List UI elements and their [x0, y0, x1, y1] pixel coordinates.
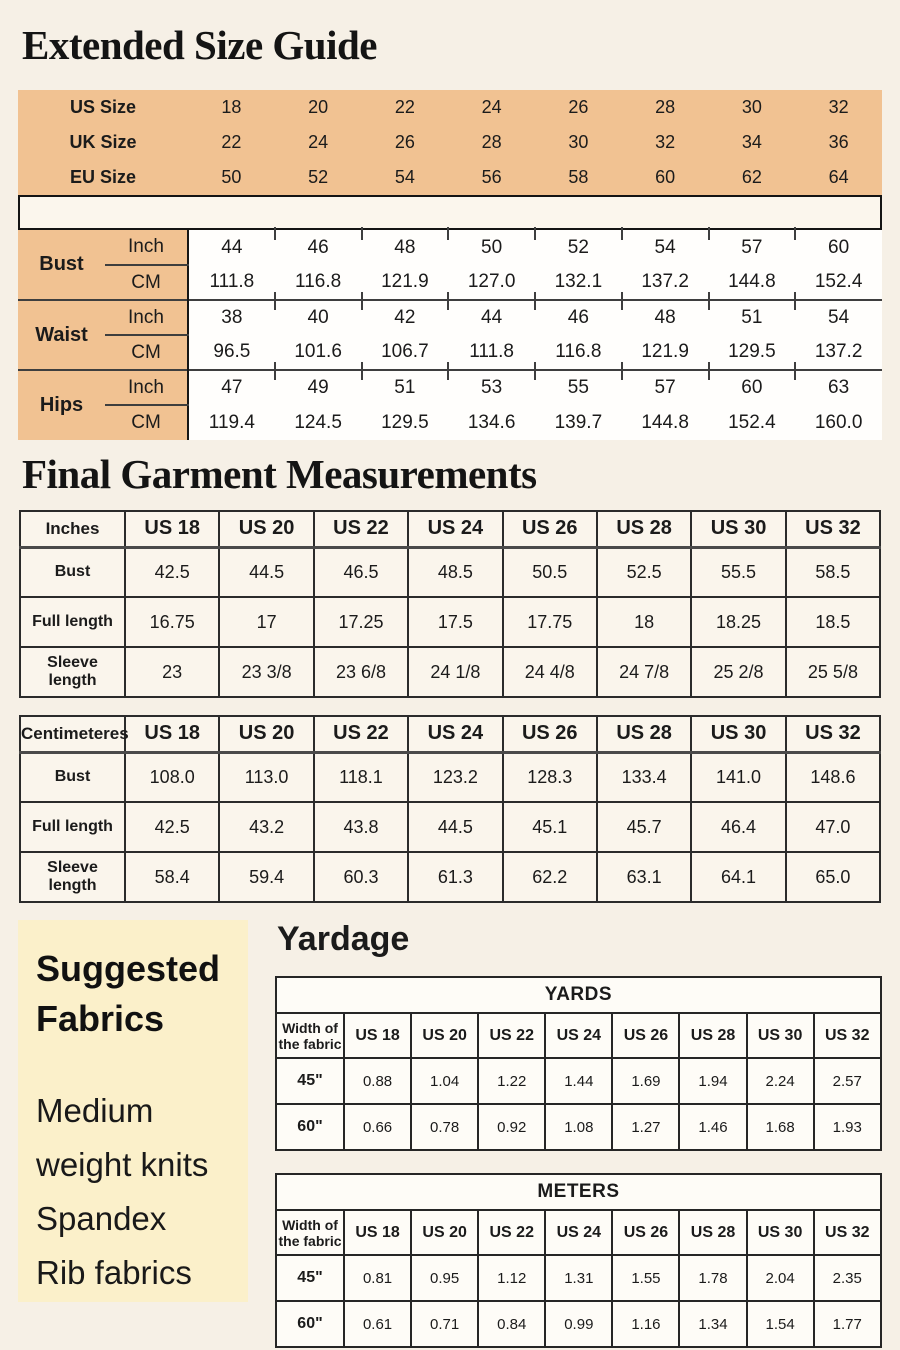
size-value: 26 — [394, 132, 415, 152]
garment-value: 61.3 — [408, 852, 502, 902]
garment-table-head — [20, 511, 880, 547]
garment-value: 43.2 — [219, 802, 313, 852]
garment-table-body — [20, 547, 880, 697]
size-column-header: US 32 — [786, 716, 880, 752]
measurement-value: 40 — [275, 300, 362, 335]
size-column-header: US 20 — [219, 511, 313, 547]
garment-value: 63.1 — [597, 852, 691, 902]
measurement-value: 44 — [188, 230, 275, 265]
garment-value: 17 — [219, 597, 313, 647]
size-column-header: US 32 — [814, 1013, 881, 1058]
garment-value: 17.25 — [314, 597, 408, 647]
yardage-row — [276, 1255, 881, 1301]
measurement-value: 160.0 — [795, 405, 882, 440]
size-column-header: US 24 — [408, 511, 502, 547]
garment-value: 43.8 — [314, 802, 408, 852]
size-column-header: US 30 — [747, 1013, 814, 1058]
size-column-header: US 22 — [314, 511, 408, 547]
measurement-value: 47 — [188, 370, 275, 405]
size-column-header: US 22 — [478, 1210, 545, 1255]
garment-value: 45.1 — [503, 802, 597, 852]
yardage-value: 2.04 — [747, 1255, 814, 1301]
fabric-item: weight knits — [36, 1146, 209, 1183]
size-column-header: US 26 — [503, 511, 597, 547]
yardage-value: 1.46 — [679, 1104, 746, 1150]
measurement-value: 44 — [448, 300, 535, 335]
measurement-value: 51 — [362, 370, 449, 405]
garment-value: 148.6 — [786, 752, 880, 802]
fabric-width-line: Width of — [282, 1216, 338, 1233]
yardage-table-body — [276, 1058, 881, 1150]
garment-value: 65.0 — [786, 852, 880, 902]
size-column-header: US 30 — [747, 1210, 814, 1255]
yardage-value: 1.34 — [679, 1301, 746, 1347]
body-measurements-table — [18, 230, 882, 440]
size-value: 32 — [828, 97, 849, 117]
garment-value: 17.75 — [503, 597, 597, 647]
measurement-value: 42 — [362, 300, 449, 335]
fabric-item: Rib fabrics — [36, 1254, 192, 1291]
measurement-value: 121.9 — [622, 335, 709, 370]
yardage-value: 0.66 — [344, 1104, 411, 1150]
size-column-header: US 28 — [597, 716, 691, 752]
measurement-value: 121.9 — [362, 265, 449, 300]
yardage-value: 1.69 — [612, 1058, 679, 1104]
garment-inches-table — [19, 510, 881, 698]
size-column-header: US 24 — [408, 716, 502, 752]
garment-value: 45.7 — [597, 802, 691, 852]
garment-value: 46.5 — [314, 547, 408, 597]
size-value: 36 — [828, 132, 849, 152]
garment-value: 23 — [125, 647, 219, 697]
size-value: 54 — [394, 167, 415, 187]
measurement-value: 116.8 — [535, 335, 622, 370]
fabric-width-label: 60" — [276, 1104, 344, 1150]
measurement-inch-row — [18, 230, 882, 265]
size-column-header: US 20 — [411, 1013, 478, 1058]
fabrics-list — [36, 1084, 238, 1300]
measurement-inch-row — [18, 300, 882, 335]
size-value: 58 — [568, 167, 589, 187]
garment-value: 60.3 — [314, 852, 408, 902]
measurement-value: 48 — [622, 300, 709, 335]
yardage-table-caption: YARDS — [276, 977, 881, 1013]
size-value: 64 — [828, 167, 849, 187]
measurement-group-label: Bust — [18, 230, 105, 300]
size-chart-table — [18, 90, 882, 195]
size-chart-body — [18, 90, 882, 195]
garment-value: 18.25 — [691, 597, 785, 647]
yardage-value: 2.24 — [747, 1058, 814, 1104]
size-value: 60 — [655, 167, 676, 187]
garment-value: 16.75 — [125, 597, 219, 647]
yardage-value: 0.61 — [344, 1301, 411, 1347]
measurement-value: 54 — [622, 230, 709, 265]
size-column-header: US 28 — [597, 511, 691, 547]
yardage-value: 1.78 — [679, 1255, 746, 1301]
yardage-value: 1.08 — [545, 1104, 612, 1150]
size-value: 26 — [568, 97, 589, 117]
garment-value: 118.1 — [314, 752, 408, 802]
measurement-value: 132.1 — [535, 265, 622, 300]
yardage-table-head — [276, 1174, 881, 1255]
garment-value: 23 3/8 — [219, 647, 313, 697]
measurement-value: 60 — [795, 230, 882, 265]
size-value: 22 — [221, 132, 242, 152]
measurement-inch-row — [18, 370, 882, 405]
unit-corner-cell: Centimeteres — [20, 716, 125, 752]
size-system-label: EU Size — [69, 167, 137, 187]
size-column-header: US 32 — [814, 1210, 881, 1255]
measurement-value: 48 — [362, 230, 449, 265]
yardage-value: 1.68 — [747, 1104, 814, 1150]
garment-value: 62.2 — [503, 852, 597, 902]
measurement-value: 152.4 — [709, 405, 796, 440]
unit-label-inch: Inch — [105, 370, 188, 405]
garment-row — [20, 852, 880, 902]
yardage-value: 1.44 — [545, 1058, 612, 1104]
yardage-header-row — [276, 1210, 881, 1255]
yardage-row — [276, 1301, 881, 1347]
garment-value: 58.4 — [125, 852, 219, 902]
measurement-value: 137.2 — [795, 335, 882, 370]
yardage-title: Yardage — [277, 920, 410, 958]
garment-value: 18.5 — [786, 597, 880, 647]
garment-value: 42.5 — [125, 802, 219, 852]
garment-value: 133.4 — [597, 752, 691, 802]
measurement-value: 111.8 — [448, 335, 535, 370]
garment-table-body — [20, 752, 880, 902]
yardage-caption-row — [276, 1174, 881, 1210]
yardage-value: 0.71 — [411, 1301, 478, 1347]
fabrics-heading — [36, 944, 238, 1044]
size-column-header: US 22 — [478, 1013, 545, 1058]
yardage-value: 1.55 — [612, 1255, 679, 1301]
unit-label-cm: CM — [105, 405, 188, 440]
fabric-width-line: the fabric — [278, 1035, 342, 1052]
yardage-value: 1.12 — [478, 1255, 545, 1301]
garment-row-label: Full length — [20, 802, 125, 852]
yardage-value: 1.16 — [612, 1301, 679, 1347]
measurement-cm-row — [18, 265, 882, 300]
yardage-row — [276, 1058, 881, 1104]
measurement-value: 106.7 — [362, 335, 449, 370]
measurement-value: 129.5 — [709, 335, 796, 370]
garment-row-label: Sleeve length — [20, 647, 125, 697]
size-column-header: US 18 — [344, 1013, 411, 1058]
measurement-value: 63 — [795, 370, 882, 405]
measurement-value: 127.0 — [448, 265, 535, 300]
size-value: 24 — [481, 97, 502, 117]
unit-label-inch: Inch — [105, 230, 188, 265]
size-column-header: US 18 — [344, 1210, 411, 1255]
empty-divider-row — [18, 195, 882, 230]
yardage-value: 0.92 — [478, 1104, 545, 1150]
measurement-value: 57 — [709, 230, 796, 265]
yardage-table-body — [276, 1255, 881, 1347]
measurement-cm-row — [18, 335, 882, 370]
garment-value: 42.5 — [125, 547, 219, 597]
measurement-value: 60 — [709, 370, 796, 405]
measurement-value: 46 — [275, 230, 362, 265]
yardage-value: 1.54 — [747, 1301, 814, 1347]
fabric-width-corner-cell — [276, 1210, 344, 1255]
yardage-section — [275, 920, 880, 1348]
measurement-value: 116.8 — [275, 265, 362, 300]
garment-value: 17.5 — [408, 597, 502, 647]
garment-row — [20, 802, 880, 852]
size-column-header: US 26 — [612, 1013, 679, 1058]
size-value: 34 — [741, 132, 762, 152]
unit-label-cm: CM — [105, 335, 188, 370]
garment-value: 141.0 — [691, 752, 785, 802]
measurement-value: 38 — [188, 300, 275, 335]
size-value: 22 — [394, 97, 415, 117]
size-value: 20 — [308, 97, 329, 117]
measurement-value: 54 — [795, 300, 882, 335]
garment-value: 128.3 — [503, 752, 597, 802]
measurement-value: 129.5 — [362, 405, 449, 440]
size-column-header: US 24 — [545, 1210, 612, 1255]
measurement-value: 96.5 — [188, 335, 275, 370]
garment-row — [20, 647, 880, 697]
garment-value: 25 5/8 — [786, 647, 880, 697]
garment-value: 123.2 — [408, 752, 502, 802]
garment-value: 50.5 — [503, 547, 597, 597]
garment-value: 44.5 — [219, 547, 313, 597]
measurement-value: 139.7 — [535, 405, 622, 440]
measurement-value: 57 — [622, 370, 709, 405]
yardage-value: 0.88 — [344, 1058, 411, 1104]
fabric-width-label: 60" — [276, 1301, 344, 1347]
size-chart-row — [18, 125, 882, 160]
garment-value: 55.5 — [691, 547, 785, 597]
fabric-item: Spandex — [36, 1200, 167, 1237]
garment-row-label: Sleeve length — [20, 852, 125, 902]
size-column-header: US 18 — [125, 716, 219, 752]
measurement-group — [18, 300, 882, 370]
size-column-header: US 28 — [679, 1210, 746, 1255]
garment-table-head — [20, 716, 880, 752]
measurement-value: 119.4 — [188, 405, 275, 440]
size-column-header: US 28 — [679, 1013, 746, 1058]
suggested-fabrics-panel — [18, 920, 248, 1302]
garment-row — [20, 547, 880, 597]
size-column-header: US 18 — [125, 511, 219, 547]
measurement-value: 144.8 — [622, 405, 709, 440]
measurement-group — [18, 230, 882, 300]
size-column-header: US 20 — [219, 716, 313, 752]
garment-row — [20, 752, 880, 802]
yardage-value: 1.77 — [814, 1301, 881, 1347]
size-column-header: US 30 — [691, 511, 785, 547]
garment-row-label: Bust — [20, 547, 125, 597]
measurement-value: 49 — [275, 370, 362, 405]
garment-value: 64.1 — [691, 852, 785, 902]
fabric-width-line: Width of — [282, 1019, 338, 1036]
garment-value: 48.5 — [408, 547, 502, 597]
yardage-table-caption: METERS — [276, 1174, 881, 1210]
garment-section-title: Final Garment Measurements — [22, 451, 537, 497]
yardage-caption-row — [276, 977, 881, 1013]
garment-header-row — [20, 716, 880, 752]
yardage-value: 1.94 — [679, 1058, 746, 1104]
size-column-header: US 20 — [411, 1210, 478, 1255]
fabric-width-label: 45" — [276, 1058, 344, 1104]
size-value: 32 — [655, 132, 676, 152]
fabric-width-corner-cell — [276, 1013, 344, 1058]
size-column-header: US 30 — [691, 716, 785, 752]
size-value: 62 — [741, 167, 762, 187]
garment-value: 24 1/8 — [408, 647, 502, 697]
measurement-value: 124.5 — [275, 405, 362, 440]
measurement-group-label: Hips — [18, 370, 105, 440]
yardage-value: 0.84 — [478, 1301, 545, 1347]
fabric-width-label: 45" — [276, 1255, 344, 1301]
measurement-group — [18, 370, 882, 440]
yardage-value: 0.95 — [411, 1255, 478, 1301]
unit-corner-cell: Inches — [20, 511, 125, 547]
size-value: 28 — [481, 132, 502, 152]
measurement-value: 101.6 — [275, 335, 362, 370]
yardage-value: 1.93 — [814, 1104, 881, 1150]
yardage-value: 2.57 — [814, 1058, 881, 1104]
size-column-header: US 22 — [314, 716, 408, 752]
measurement-value: 50 — [448, 230, 535, 265]
measurement-value: 55 — [535, 370, 622, 405]
garment-cm-table — [19, 715, 881, 903]
measurement-value: 137.2 — [622, 265, 709, 300]
size-column-header: US 26 — [612, 1210, 679, 1255]
size-value: 28 — [655, 97, 676, 117]
measurement-value: 51 — [709, 300, 796, 335]
yardage-value: 1.22 — [478, 1058, 545, 1104]
page-title: Extended Size Guide — [22, 22, 377, 68]
yardage-value: 0.78 — [411, 1104, 478, 1150]
measurement-value: 111.8 — [188, 265, 275, 300]
measurement-value: 52 — [535, 230, 622, 265]
yardage-value: 1.27 — [612, 1104, 679, 1150]
fabric-item: Medium — [36, 1092, 154, 1129]
garment-row-label: Full length — [20, 597, 125, 647]
garment-row — [20, 597, 880, 647]
garment-value: 44.5 — [408, 802, 502, 852]
garment-value: 24 4/8 — [503, 647, 597, 697]
size-column-header: US 32 — [786, 511, 880, 547]
garment-value: 24 7/8 — [597, 647, 691, 697]
measurement-value: 53 — [448, 370, 535, 405]
yardage-value: 0.99 — [545, 1301, 612, 1347]
garment-value: 58.5 — [786, 547, 880, 597]
garment-value: 52.5 — [597, 547, 691, 597]
yardage-value: 0.81 — [344, 1255, 411, 1301]
unit-label-inch: Inch — [105, 300, 188, 335]
size-chart-row — [18, 90, 882, 125]
yardage-header-row — [276, 1013, 881, 1058]
garment-value: 18 — [597, 597, 691, 647]
yardage-value: 2.35 — [814, 1255, 881, 1301]
yardage-table-head — [276, 977, 881, 1058]
size-value: 50 — [221, 167, 242, 187]
garment-value: 113.0 — [219, 752, 313, 802]
fabrics-heading-line: Suggested — [36, 948, 221, 989]
garment-value: 59.4 — [219, 852, 313, 902]
measurement-cm-row — [18, 405, 882, 440]
yardage-value: 1.04 — [411, 1058, 478, 1104]
meters-table — [275, 1173, 882, 1348]
size-column-header: US 24 — [545, 1013, 612, 1058]
yardage-value: 1.31 — [545, 1255, 612, 1301]
fabrics-heading-line: Fabrics — [36, 998, 165, 1039]
garment-value: 23 6/8 — [314, 647, 408, 697]
size-system-label: UK Size — [69, 132, 137, 152]
garment-value: 25 2/8 — [691, 647, 785, 697]
size-value: 56 — [481, 167, 502, 187]
garment-value: 47.0 — [786, 802, 880, 852]
garment-value: 46.4 — [691, 802, 785, 852]
yardage-row — [276, 1104, 881, 1150]
size-chart-row — [18, 160, 882, 195]
measurement-value: 134.6 — [448, 405, 535, 440]
garment-header-row — [20, 511, 880, 547]
measurement-value: 144.8 — [709, 265, 796, 300]
size-value: 30 — [568, 132, 589, 152]
size-value: 18 — [221, 97, 242, 117]
measurement-value: 46 — [535, 300, 622, 335]
size-value: 52 — [308, 167, 329, 187]
measurement-value: 152.4 — [795, 265, 882, 300]
measurement-group-label: Waist — [18, 300, 105, 370]
garment-row-label: Bust — [20, 752, 125, 802]
size-column-header: US 26 — [503, 716, 597, 752]
unit-label-cm: CM — [105, 265, 188, 300]
fabric-width-line: the fabric — [278, 1232, 342, 1249]
bottom-section — [18, 920, 882, 1348]
size-value: 30 — [741, 97, 762, 117]
size-system-label: US Size — [69, 97, 137, 117]
size-value: 24 — [308, 132, 329, 152]
yards-table — [275, 976, 882, 1151]
garment-value: 108.0 — [125, 752, 219, 802]
